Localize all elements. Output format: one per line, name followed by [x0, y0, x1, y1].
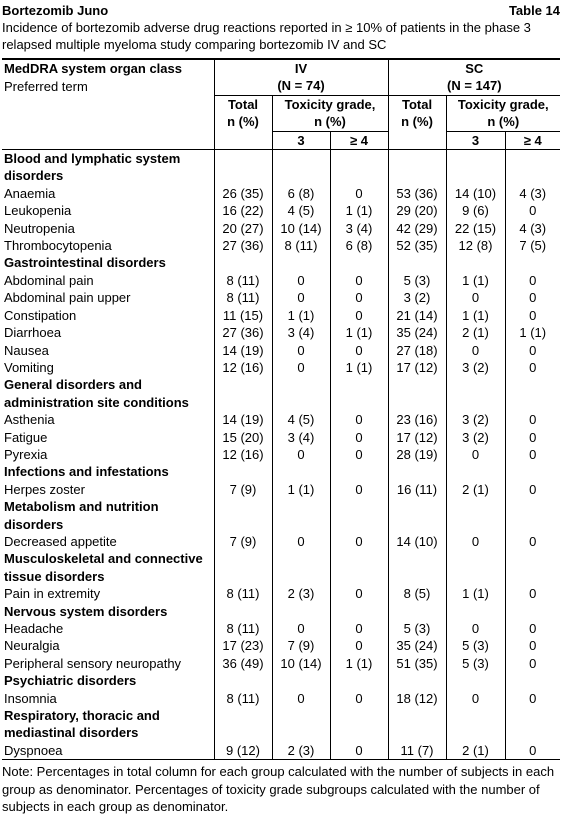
iv-total-spacer	[214, 131, 272, 149]
tox-label: Toxicity grade,	[457, 96, 549, 112]
sc-total-cell: 27 (18)	[388, 342, 446, 359]
preferred-term: Abdominal pain upper	[4, 290, 131, 306]
sc-total-cell: 18 (12)	[388, 690, 446, 707]
category-spacer	[505, 707, 560, 742]
table-row	[2, 742, 560, 759]
group-name: IV	[294, 61, 308, 76]
iv-grade4-cell: 3 (4)	[330, 220, 388, 237]
sc-grade4-cell: 0	[505, 307, 560, 324]
sc-total-cell: 14 (10)	[388, 533, 446, 550]
preferred-term: Insomnia	[4, 690, 57, 706]
iv-tox-header	[272, 95, 388, 131]
category-spacer	[272, 150, 330, 185]
iv-grade3-header: 3	[272, 131, 330, 149]
total-label: Total	[401, 96, 433, 112]
group-n: (N = 74)	[277, 78, 325, 94]
iv-total-cell: 20 (27)	[214, 220, 272, 237]
table-footnote: Note: Percentages in total column for each group calculated with the number of subjects in each group as denominator. Percentages of toxicity grade subgroups calculated with the number of subjects in each group as denominator.	[2, 759, 560, 815]
sc-total-cell: 21 (14)	[388, 307, 446, 324]
preferred-term: Constipation	[4, 307, 77, 323]
iv-grade3-cell: 10 (14)	[272, 655, 330, 672]
category-label: Respiratory, thoracic and mediastinal disorders	[4, 708, 160, 741]
group-n: (N = 147)	[446, 78, 502, 94]
category-row	[2, 376, 560, 411]
sc-grade4-cell: 4 (3)	[505, 185, 560, 202]
iv-grade3-cell: 1 (1)	[272, 481, 330, 498]
iv-grade4-cell: 0	[330, 272, 388, 289]
category-spacer	[388, 150, 446, 185]
category-spacer	[214, 498, 272, 533]
table-row	[2, 533, 560, 550]
table-row	[2, 446, 560, 463]
iv-grade3-cell: 0	[272, 690, 330, 707]
iv-total-cell: 14 (19)	[214, 411, 272, 428]
category-spacer	[214, 707, 272, 742]
iv-grade4-cell: 0	[330, 411, 388, 428]
sc-grade4-cell: 0	[505, 289, 560, 306]
iv-grade3-cell: 8 (11)	[272, 237, 330, 254]
table-row	[2, 307, 560, 324]
iv-grade4-cell: 0	[330, 307, 388, 324]
iv-grade3-cell: 0	[272, 342, 330, 359]
table-row	[2, 655, 560, 672]
sc-grade3-cell: 3 (2)	[446, 411, 505, 428]
sc-total-cell: 23 (16)	[388, 411, 446, 428]
table-row	[2, 429, 560, 446]
sc-grade4-cell: 0	[505, 272, 560, 289]
sc-total-cell: 16 (11)	[388, 481, 446, 498]
sc-total-cell: 5 (3)	[388, 620, 446, 637]
category-spacer	[505, 254, 560, 271]
tox-unit: n (%)	[487, 114, 520, 130]
sc-grade3-cell: 0	[446, 446, 505, 463]
sc-total-cell: 42 (29)	[388, 220, 446, 237]
sc-grade3-cell: 0	[446, 533, 505, 550]
iv-total-cell: 9 (12)	[214, 742, 272, 759]
category-spacer	[446, 603, 505, 620]
sc-grade3-cell: 3 (2)	[446, 429, 505, 446]
iv-grade3-cell: 1 (1)	[272, 307, 330, 324]
sc-total-cell: 3 (2)	[388, 289, 446, 306]
sc-tox-header	[446, 95, 560, 131]
category-spacer	[388, 463, 446, 480]
sc-total-header	[388, 95, 446, 131]
table-row	[2, 202, 560, 219]
sc-grade3-cell: 1 (1)	[446, 272, 505, 289]
iv-total-header	[214, 95, 272, 131]
sc-grade3-cell: 12 (8)	[446, 237, 505, 254]
iv-grade3-cell: 7 (9)	[272, 637, 330, 654]
total-label: Total	[227, 96, 259, 112]
preferred-term: Fatigue	[4, 429, 48, 445]
category-label: Gastrointestinal disorders	[4, 255, 166, 271]
preferred-term: Leukopenia	[4, 203, 72, 219]
tox-unit: n (%)	[314, 114, 346, 130]
iv-grade4-cell: 0	[330, 429, 388, 446]
iv-total-cell: 27 (36)	[214, 324, 272, 341]
table-row	[2, 359, 560, 376]
table-row	[2, 690, 560, 707]
sc-total-cell: 17 (12)	[388, 429, 446, 446]
document-header	[2, 0, 560, 19]
table-row	[2, 272, 560, 289]
sc-grade4-cell: 0	[505, 446, 560, 463]
total-unit: n (%)	[227, 114, 259, 130]
iv-grade4-cell: 0	[330, 446, 388, 463]
category-spacer	[272, 498, 330, 533]
preferred-term: Peripheral sensory neuropathy	[4, 655, 182, 671]
iv-total-cell: 7 (9)	[214, 481, 272, 498]
sc-total-cell: 29 (20)	[388, 202, 446, 219]
sc-grade4-cell: 0	[505, 655, 560, 672]
category-spacer	[330, 463, 388, 480]
iv-total-cell: 12 (16)	[214, 446, 272, 463]
iv-total-cell: 8 (11)	[214, 620, 272, 637]
pt-label: Preferred term	[4, 78, 88, 94]
category-spacer	[214, 376, 272, 411]
category-row	[2, 498, 560, 533]
category-spacer	[446, 672, 505, 689]
category-spacer	[505, 150, 560, 185]
category-spacer	[446, 707, 505, 742]
category-spacer	[446, 254, 505, 271]
iv-grade4-cell: 6 (8)	[330, 237, 388, 254]
iv-grade4-cell: 1 (1)	[330, 324, 388, 341]
table-body	[2, 150, 560, 760]
sc-total-cell: 35 (24)	[388, 324, 446, 341]
iv-grade4-cell: 1 (1)	[330, 655, 388, 672]
table-row	[2, 237, 560, 254]
preferred-term: Pyrexia	[4, 446, 48, 462]
iv-total-cell: 8 (11)	[214, 272, 272, 289]
sc-grade3-cell: 5 (3)	[446, 637, 505, 654]
category-spacer	[214, 603, 272, 620]
category-spacer	[214, 672, 272, 689]
table-row	[2, 637, 560, 654]
table-row	[2, 620, 560, 637]
category-spacer	[272, 254, 330, 271]
table-row	[2, 411, 560, 428]
category-spacer	[272, 603, 330, 620]
iv-grade3-cell: 4 (5)	[272, 202, 330, 219]
sc-grade3-cell: 2 (1)	[446, 324, 505, 341]
iv-grade3-cell: 0	[272, 359, 330, 376]
category-row	[2, 672, 560, 689]
category-spacer	[214, 463, 272, 480]
category-spacer	[330, 550, 388, 585]
adverse-reactions-table	[2, 58, 560, 759]
sc-grade3-cell: 0	[446, 690, 505, 707]
category-spacer	[446, 550, 505, 585]
category-row	[2, 603, 560, 620]
category-spacer	[388, 498, 446, 533]
iv-grade3-cell: 6 (8)	[272, 185, 330, 202]
iv-total-cell: 27 (36)	[214, 237, 272, 254]
category-label: Nervous system disorders	[4, 603, 168, 619]
sc-grade3-cell: 5 (3)	[446, 655, 505, 672]
group-name: SC	[465, 61, 484, 76]
preferred-term: Asthenia	[4, 412, 55, 428]
category-spacer	[214, 550, 272, 585]
iv-grade4-header: ≥ 4	[330, 131, 388, 149]
iv-grade3-cell: 4 (5)	[272, 411, 330, 428]
category-label: General disorders and administration site conditions	[4, 377, 189, 410]
category-spacer	[330, 707, 388, 742]
category-label: Psychiatric disorders	[4, 673, 137, 689]
iv-total-cell: 12 (16)	[214, 359, 272, 376]
sc-grade3-cell: 14 (10)	[446, 185, 505, 202]
preferred-term: Herpes zoster	[4, 481, 85, 497]
iv-grade3-cell: 0	[272, 620, 330, 637]
iv-grade4-cell: 0	[330, 481, 388, 498]
iv-grade4-cell: 0	[330, 620, 388, 637]
product-name: Bortezomib Juno	[2, 3, 109, 18]
sc-grade3-header: 3	[446, 131, 505, 149]
column-header-pt	[2, 78, 214, 149]
category-spacer	[272, 672, 330, 689]
group-header-iv	[214, 59, 388, 95]
category-spacer	[446, 498, 505, 533]
iv-grade4-cell: 0	[330, 585, 388, 602]
category-spacer	[330, 376, 388, 411]
sc-grade3-cell: 9 (6)	[446, 202, 505, 219]
category-spacer	[388, 672, 446, 689]
table-row	[2, 185, 560, 202]
table-caption: Incidence of bortezomib adverse drug reactions reported in ≥ 10% of patients in the phase 3 relapsed multiple myeloma study comparing bortezomib IV and SC	[2, 20, 531, 52]
soc-label: MedDRA system organ class	[4, 61, 182, 76]
iv-total-cell: 11 (15)	[214, 307, 272, 324]
sc-total-cell: 17 (12)	[388, 359, 446, 376]
category-row	[2, 550, 560, 585]
table-row	[2, 220, 560, 237]
category-row	[2, 254, 560, 271]
sc-total-spacer	[388, 131, 446, 149]
iv-grade4-cell: 0	[330, 289, 388, 306]
iv-grade3-cell: 3 (4)	[272, 324, 330, 341]
sc-grade4-cell: 0	[505, 690, 560, 707]
category-spacer	[505, 603, 560, 620]
iv-total-cell: 16 (22)	[214, 202, 272, 219]
category-spacer	[272, 707, 330, 742]
sc-grade3-cell: 22 (15)	[446, 220, 505, 237]
total-unit: n (%)	[401, 114, 433, 130]
table-row	[2, 342, 560, 359]
sc-grade3-cell: 0	[446, 620, 505, 637]
category-spacer	[505, 550, 560, 585]
sc-grade4-cell: 0	[505, 637, 560, 654]
category-row	[2, 707, 560, 742]
category-label: Musculoskeletal and connective tissue disorders	[4, 551, 203, 584]
iv-total-cell: 8 (11)	[214, 289, 272, 306]
sc-grade4-cell: 0	[505, 533, 560, 550]
preferred-term: Anaemia	[4, 185, 56, 201]
sc-total-cell: 51 (35)	[388, 655, 446, 672]
category-spacer	[272, 463, 330, 480]
iv-grade4-cell: 0	[330, 342, 388, 359]
category-spacer	[330, 603, 388, 620]
preferred-term: Headache	[4, 621, 64, 636]
sc-grade4-cell: 0	[505, 342, 560, 359]
category-spacer	[272, 376, 330, 411]
iv-total-cell: 7 (9)	[214, 533, 272, 550]
iv-grade3-cell: 3 (4)	[272, 429, 330, 446]
iv-total-cell: 8 (11)	[214, 585, 272, 602]
sc-total-cell: 35 (24)	[388, 637, 446, 654]
category-spacer	[388, 707, 446, 742]
preferred-term: Diarrhoea	[4, 325, 62, 341]
iv-grade3-cell: 0	[272, 289, 330, 306]
iv-grade4-cell: 1 (1)	[330, 359, 388, 376]
table-row	[2, 481, 560, 498]
iv-total-cell: 26 (35)	[214, 185, 272, 202]
sc-total-cell: 53 (36)	[388, 185, 446, 202]
preferred-term: Pain in extremity	[4, 586, 101, 602]
category-spacer	[214, 150, 272, 185]
tox-label: Toxicity grade,	[284, 96, 376, 112]
iv-grade3-cell: 2 (3)	[272, 742, 330, 759]
sc-grade3-cell: 1 (1)	[446, 585, 505, 602]
category-row	[2, 150, 560, 185]
category-label: Metabolism and nutrition disorders	[4, 499, 159, 532]
category-spacer	[388, 376, 446, 411]
table-label: Table 14	[508, 3, 560, 18]
preferred-term: Nausea	[4, 342, 49, 358]
category-row	[2, 463, 560, 480]
sc-grade4-cell: 1 (1)	[505, 324, 560, 341]
sc-total-cell: 28 (19)	[388, 446, 446, 463]
sc-total-cell: 8 (5)	[388, 585, 446, 602]
sc-grade4-header: ≥ 4	[505, 131, 560, 149]
iv-grade4-cell: 0	[330, 690, 388, 707]
sc-grade4-cell: 0	[505, 202, 560, 219]
iv-grade3-cell: 0	[272, 533, 330, 550]
iv-total-cell: 17 (23)	[214, 637, 272, 654]
sc-total-cell: 52 (35)	[388, 237, 446, 254]
category-spacer	[505, 376, 560, 411]
category-spacer	[388, 550, 446, 585]
iv-grade3-cell: 10 (14)	[272, 220, 330, 237]
category-spacer	[388, 603, 446, 620]
category-label: Blood and lymphatic system disorders	[4, 151, 181, 184]
preferred-term: Neuralgia	[4, 638, 60, 654]
table-row	[2, 585, 560, 602]
sc-grade4-cell: 0	[505, 359, 560, 376]
category-spacer	[330, 150, 388, 185]
preferred-term: Abdominal pain	[4, 272, 94, 288]
category-spacer	[505, 498, 560, 533]
category-label: Infections and infestations	[4, 464, 169, 480]
preferred-term: Thrombocytopenia	[4, 238, 112, 254]
sc-total-cell: 11 (7)	[388, 742, 446, 759]
category-spacer	[388, 254, 446, 271]
iv-grade4-cell: 1 (1)	[330, 202, 388, 219]
sc-grade4-cell: 0	[505, 481, 560, 498]
iv-grade4-cell: 0	[330, 742, 388, 759]
sc-grade3-cell: 0	[446, 342, 505, 359]
sc-grade4-cell: 0	[505, 585, 560, 602]
preferred-term: Neutropenia	[4, 220, 75, 236]
sc-grade4-cell: 0	[505, 429, 560, 446]
sc-grade4-cell: 0	[505, 742, 560, 759]
sc-grade4-cell: 4 (3)	[505, 220, 560, 237]
category-spacer	[330, 254, 388, 271]
category-spacer	[330, 672, 388, 689]
preferred-term: Dyspnoea	[4, 742, 63, 758]
category-spacer	[330, 498, 388, 533]
sc-grade4-cell: 7 (5)	[505, 237, 560, 254]
sc-grade3-cell: 0	[446, 289, 505, 306]
preferred-term: Decreased appetite	[4, 533, 117, 549]
iv-grade4-cell: 0	[330, 185, 388, 202]
iv-grade3-cell: 0	[272, 272, 330, 289]
iv-total-cell: 15 (20)	[214, 429, 272, 446]
category-spacer	[272, 550, 330, 585]
category-spacer	[505, 463, 560, 480]
iv-grade4-cell: 0	[330, 533, 388, 550]
sc-grade3-cell: 3 (2)	[446, 359, 505, 376]
iv-total-cell: 36 (49)	[214, 655, 272, 672]
category-spacer	[505, 672, 560, 689]
group-header-sc	[388, 59, 560, 95]
table-row	[2, 289, 560, 306]
category-spacer	[446, 463, 505, 480]
sc-grade3-cell: 1 (1)	[446, 307, 505, 324]
category-spacer	[446, 376, 505, 411]
sc-grade4-cell: 0	[505, 620, 560, 637]
sc-grade4-cell: 0	[505, 411, 560, 428]
preferred-term: Vomiting	[4, 359, 54, 375]
iv-grade3-cell: 2 (3)	[272, 585, 330, 602]
iv-grade3-cell: 0	[272, 446, 330, 463]
iv-grade4-cell: 0	[330, 637, 388, 654]
sc-grade3-cell: 2 (1)	[446, 481, 505, 498]
category-spacer	[214, 254, 272, 271]
table-row	[2, 324, 560, 341]
sc-total-cell: 5 (3)	[388, 272, 446, 289]
iv-total-cell: 8 (11)	[214, 690, 272, 707]
category-spacer	[446, 150, 505, 185]
sc-grade3-cell: 2 (1)	[446, 742, 505, 759]
iv-total-cell: 14 (19)	[214, 342, 272, 359]
